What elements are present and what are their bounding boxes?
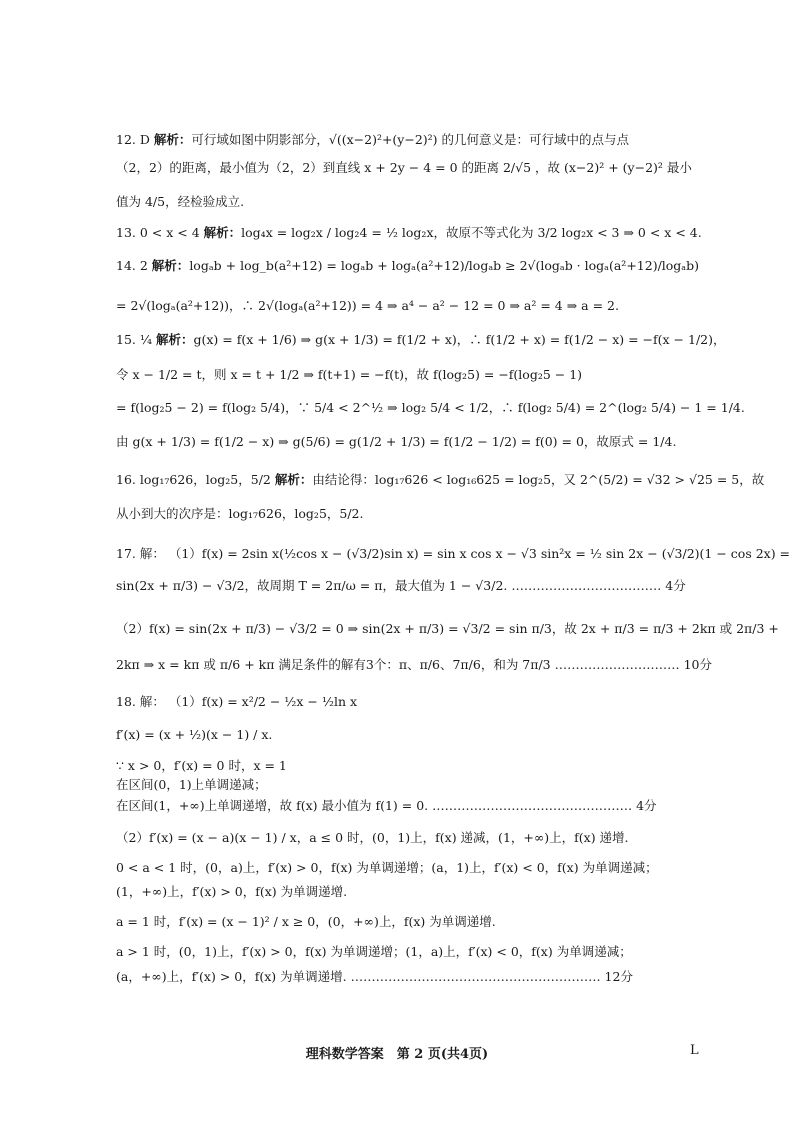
line-text: 令 x − 1/2 = t，则 x = t + 1/2 ⇒ f(t+1) = −f(t)，故 f(log₂5) = −f(log₂5 − 1) bbox=[116, 367, 583, 382]
answer-line bbox=[116, 912, 702, 932]
answer-line bbox=[116, 256, 702, 276]
line-text: （1）f(x) = x²/2 − ½x − ½ln x bbox=[168, 694, 358, 709]
answer-line bbox=[116, 470, 765, 490]
question-number: 17. 解： bbox=[116, 546, 165, 561]
line-text: （2）f′(x) = (x − a)(x − 1) / x，a ≤ 0 时，(0，1)上，f(x) 递减，(1，+∞)上，f(x) 递增. bbox=[116, 830, 629, 845]
answer-line bbox=[116, 504, 702, 524]
analysis-label: 解析： bbox=[153, 132, 192, 147]
question-number: 18. 解： bbox=[116, 694, 165, 709]
line-text: 2kπ ⇒ x = kπ 或 π/6 + kπ 满足条件的解有3个：π、π/6、7π/6，和为 7π/3 ………………………… 10分 bbox=[116, 657, 712, 672]
answer-line bbox=[116, 882, 702, 902]
answer-line bbox=[116, 692, 702, 712]
answer-line bbox=[116, 192, 702, 212]
line-text: = f(log₂5 − 2) = f(log₂ 5/4)，∵ 5/4 < 2^½ ⇒ log₂ 5/4 < 1/2，∴ f(log₂ 5/4) = 2^(log₂ 5/4) − 1 = 1/4. bbox=[116, 400, 745, 415]
answer-line bbox=[116, 775, 702, 795]
line-text: （1）f(x) = 2sin x(½cos x − (√3/2)sin x) = sin x cos x − √3 sin²x = ½ sin 2x − (√3/2)(1 − cos 2x) = bbox=[168, 546, 791, 561]
line-text: 在区间(1，+∞)上单调递增，故 f(x) 最小值为 f(1) = 0. ………………………………………… 4分 bbox=[116, 798, 657, 813]
line-text: 0 < a < 1 时，(0，a)上，f′(x) > 0，f(x) 为单调递增；(a，1)上，f′(x) < 0，f(x) 为单调递减； bbox=[116, 860, 658, 875]
answer-line bbox=[116, 576, 702, 596]
line-text: = 2√(logₐ(a²+12))，∴ 2√(logₐ(a²+12)) = 4 ⇒ a⁴ − a² − 12 = 0 ⇒ a² = 4 ⇒ a = 2. bbox=[116, 298, 619, 313]
line-text: 值为 4/5，经检验成立. bbox=[116, 194, 245, 209]
answer-line bbox=[116, 432, 702, 452]
answer-line bbox=[116, 365, 702, 385]
line-text: 可行域如图中阴影部分，√((x−2)²+(y−2)²) 的几何意义是：可行域中的点与点 bbox=[191, 132, 630, 147]
line-text: a = 1 时，f′(x) = (x − 1)² / x ≥ 0，(0，+∞)上，f(x) 为单调递增. bbox=[116, 914, 496, 929]
line-text: a > 1 时，(0，1)上，f′(x) > 0，f(x) 为单调递增；(1，a)上，f′(x) < 0，f(x) 为单调递减； bbox=[116, 944, 632, 959]
answer-line bbox=[116, 725, 702, 745]
answer-line bbox=[116, 296, 702, 316]
line-text: （2）f(x) = sin(2x + π/3) − √3/2 = 0 ⇒ sin(2x + π/3) = √3/2 = sin π/3，故 2x + π/3 = π/3 + 2kπ 或 2π/3 + bbox=[116, 621, 779, 636]
answer-line bbox=[116, 942, 702, 962]
answer-line bbox=[116, 158, 702, 178]
answer-line bbox=[116, 796, 702, 816]
question-number: 16. log₁₇626，log₂5，5/2 bbox=[116, 472, 271, 487]
line-text: logₐb + log_b(a²+12) = logₐb + logₐ(a²+12)/logₐb ≥ 2√(logₐb · logₐ(a²+12)/logₐb) bbox=[189, 258, 700, 273]
line-text: f′(x) = (x + ½)(x − 1) / x. bbox=[116, 727, 273, 742]
line-text: ∵ x > 0，f′(x) = 0 时，x = 1 bbox=[116, 758, 287, 773]
answer-line bbox=[116, 967, 702, 987]
answer-line bbox=[116, 398, 745, 418]
question-number: 14. 2 bbox=[116, 258, 148, 273]
line-text: 在区间(0，1)上单调递减； bbox=[116, 777, 267, 792]
answer-line bbox=[116, 223, 702, 243]
answer-line bbox=[116, 858, 702, 878]
answer-line bbox=[116, 544, 791, 564]
page-footer: 理科数学答案 第 2 页(共4页) bbox=[305, 1047, 489, 1062]
analysis-label: 解析： bbox=[203, 225, 242, 240]
answer-line bbox=[116, 655, 712, 675]
line-text: 由结论得：log₁₇626 < log₁₆625 = log₂5，又 2^(5/2) = √32 > √25 = 5，故 bbox=[312, 472, 765, 487]
analysis-label: 解析： bbox=[155, 332, 194, 347]
answer-line bbox=[116, 130, 702, 150]
analysis-label: 解析： bbox=[274, 472, 313, 487]
answer-line bbox=[116, 619, 779, 639]
answer-line bbox=[116, 756, 702, 776]
footer-mark: L bbox=[690, 1043, 699, 1058]
analysis-label: 解析： bbox=[151, 258, 190, 273]
question-number: 12. D bbox=[116, 132, 150, 147]
answer-line bbox=[116, 330, 726, 350]
line-text: log₄x = log₂x / log₂4 = ½ log₂x，故原不等式化为 3/2 log₂x < 3 ⇒ 0 < x < 4. bbox=[241, 225, 702, 240]
answer-line bbox=[116, 828, 702, 848]
line-text: （2，2）的距离，最小值为（2，2）到直线 x + 2y − 4 = 0 的距离 2/√5 ，故 (x−2)² + (y−2)² 最小 bbox=[116, 160, 692, 175]
line-text: (1，+∞)上，f′(x) > 0，f(x) 为单调递增. bbox=[116, 884, 348, 899]
line-text: 从小到大的次序是：log₁₇626，log₂5，5/2. bbox=[116, 506, 364, 521]
line-text: 由 g(x + 1/3) = f(1/2 − x) ⇒ g(5/6) = g(1/2 + 1/3) = f(1/2 − 1/2) = f(0) = 0，故原式 = 1/4. bbox=[116, 434, 677, 449]
line-text: g(x) = f(x + 1/6) ⇒ g(x + 1/3) = f(1/2 + x)，∴ f(1/2 + x) = f(1/2 − x) = −f(x − 1/2)， bbox=[193, 332, 726, 347]
line-text: (a，+∞)上，f′(x) > 0，f(x) 为单调递增. …………………………………………………… 12分 bbox=[116, 969, 633, 984]
line-text: sin(2x + π/3) − √3/2，故周期 T = 2π/ω = π，最大值为 1 − √3/2. ……………………………… 4分 bbox=[116, 578, 686, 593]
question-number: 15. ¼ bbox=[116, 332, 152, 347]
question-number: 13. 0 < x < 4 bbox=[116, 225, 200, 240]
